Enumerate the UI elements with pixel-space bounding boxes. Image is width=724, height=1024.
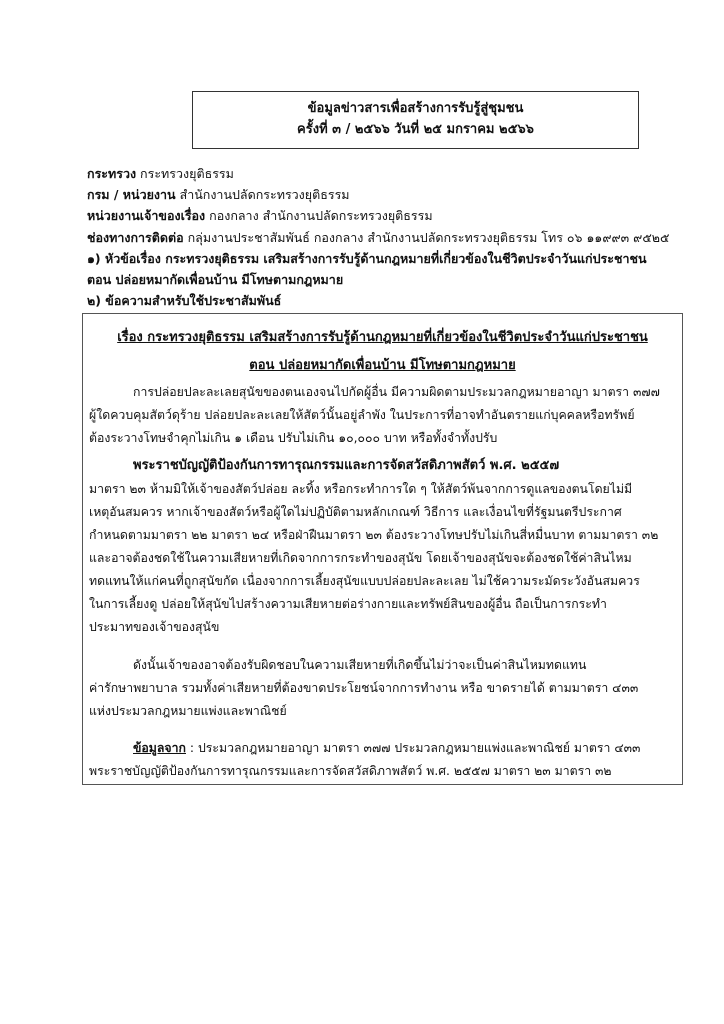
owner-value: กองกลาง สำนักงานปลัดกระทรวงยุติธรรม: [205, 208, 433, 224]
department-label: กรม / หน่วยงาน: [87, 187, 176, 203]
ministry-value: กระทรวงยุติธรรม: [136, 166, 234, 181]
source-label: ข้อมูลจาก: [133, 741, 186, 755]
paragraph-2-line-5: ทดแทนให้แก่คนที่ถูกสุนัขกัด เนื่องจากการเลี้ยงสุนัขแบบปล่อยปละละเลย ไม่ใช้ความระมัดระวังอันสมควร: [89, 574, 640, 588]
paragraph-2-line-7: ประมาทของเจ้าของสุนัข: [89, 620, 220, 634]
paragraph-3-line-2: ค่ารักษาพยาบาล รวมทั้งค่าเสียหายที่ต้องขาดประโยชน์จากการทำงาน หรือ ขาดรายได้ ตามมาตรา ๔๓๓: [89, 681, 639, 695]
paragraph-2-line-6: ในการเลี้ยงดู ปล่อยให้สุนัขไปสร้างความเสียหายต่อร่างกายและทรัพย์สินของผู้อื่น ถือเป็นการกระทำ: [89, 597, 607, 611]
content-title-1: เรื่อง กระทรวงยุติธรรม เสริมสร้างการรับรู้ด้านกฎหมายที่เกี่ยวข้องในชีวิตประจำวันแก่ประชาชน: [117, 330, 648, 345]
pr-content-box: [82, 313, 683, 785]
paragraph-2-line-1: มาตรา ๒๓ ห้ามมิให้เจ้าของสัตว์ปล่อย ละทิ้ง หรือกระทำการใด ๆ ให้สัตว์พ้นจากการดูแลของตนโดยไม่มี: [89, 482, 633, 496]
ministry-row: [87, 163, 687, 184]
act-heading: พระราชบัญญัติป้องกันการทารุณกรรมและการจัดสวัสดิภาพสัตว์ พ.ศ. ๒๕๕๗: [133, 458, 560, 473]
contact-value: กลุ่มงานประชาสัมพันธ์ กองกลาง สำนักงานปลัดกระทรวงยุติธรรม โทร ๐๖ ๑๑๙๙๓ ๙๕๒๕: [183, 229, 670, 245]
owner-row: [87, 205, 687, 226]
source-line-2: พระราชบัญญัติป้องกันการทารุณกรรมและการจัดสวัสดิภาพสัตว์ พ.ศ. ๒๕๕๗ มาตรา ๒๓ มาตรา ๓๒: [89, 764, 612, 778]
paragraph-2-line-2: เหตุอันสมควร หากเจ้าของสัตว์หรือผู้ใดไม่ปฏิบัติตามหลักเกณฑ์ วิธีการ และเงื่อนไขที่รัฐมนตรีประกาศ: [89, 505, 622, 519]
paragraph-3-line-3: แห่งประมวลกฎหมายแพ่งและพาณิชย์: [89, 704, 287, 718]
paragraph-2-line-4: และอาจต้องชดใช้ในความเสียหายที่เกิดจากการกระทำของสุนัข โดยเจ้าของสุนัขจะต้องชดใช้ค่าสินไหม: [89, 551, 632, 565]
contact-row: [87, 227, 687, 248]
pr-heading: ๒) ข้อความสำหรับใช้ประชาสัมพันธ์: [87, 293, 282, 309]
content-title-2: ตอน ปล่อยหมากัดเพื่อนบ้าน มีโทษตามกฎหมาย: [249, 358, 516, 373]
paragraph-1-line-1: การปล่อยปละละเลยสุนัขของตนเองจนไปกัดผู้อื่น มีความผิดตามประมวลกฎหมายอาญา มาตรา ๓๗๗: [133, 385, 660, 399]
department-row: [87, 184, 687, 205]
paragraph-1-line-3: ต้องระวางโทษจำคุกไม่เกิน ๑ เดือน ปรับไม่เกิน ๑๐,๐๐๐ บาท หรือทั้งจำทั้งปรับ: [89, 431, 498, 445]
paragraph-3-line-1: ดังนั้นเจ้าของอาจต้องรับผิดชอบในความเสียหายที่เกิดขึ้นไม่ว่าจะเป็นค่าสินไหมทดแทน: [133, 658, 587, 672]
header-box: [192, 91, 639, 149]
paragraph-1-line-2: ผู้ใดควบคุมสัตว์ดุร้าย ปล่อยปละละเลยให้สัตว์นั้นอยู่ลำพัง ในประการที่อาจทำอันตรายแก่บุคคลหรือทรัพย์: [89, 408, 635, 422]
meta-section: [87, 163, 687, 311]
source-line-1: [89, 738, 676, 758]
header-issue-date: ครั้งที่ ๓ / ๒๕๖๖ วันที่ ๒๕ มกราคม ๒๕๖๖: [297, 122, 534, 137]
topic-line-1: ๑) หัวข้อเรื่อง กระทรวงยุติธรรม เสริมสร้างการรับรู้ด้านกฎหมายที่เกี่ยวข้องในชีวิตประจำวันแก่ประชาชน: [87, 250, 647, 266]
header-title: ข้อมูลข่าวสารเพื่อสร้างการรับรู้สู่ชุมชน: [307, 101, 524, 116]
ministry-label: กระทรวง: [87, 166, 137, 181]
contact-label: ช่องทางการติดต่อ: [87, 229, 184, 245]
topic-line-2: ตอน ปล่อยหมากัดเพื่อนบ้าน มีโทษตามกฎหมาย: [87, 271, 344, 287]
source-text: : ประมวลกฎหมายอาญา มาตรา ๓๗๗ ประมวลกฎหมายแพ่งและพาณิชย์ มาตรา ๔๓๓: [186, 741, 641, 755]
department-value: สำนักงานปลัดกระทรวงยุติธรรม: [175, 187, 350, 203]
paragraph-2-line-3: กำหนดตามมาตรา ๒๒ มาตรา ๒๔ หรือฝ่าฝืนมาตรา ๒๓ ต้องระวางโทษปรับไม่เกินสี่หมื่นบาท ตามมาตรา ๓๒: [89, 528, 659, 542]
owner-label: หน่วยงานเจ้าของเรื่อง: [87, 208, 206, 224]
